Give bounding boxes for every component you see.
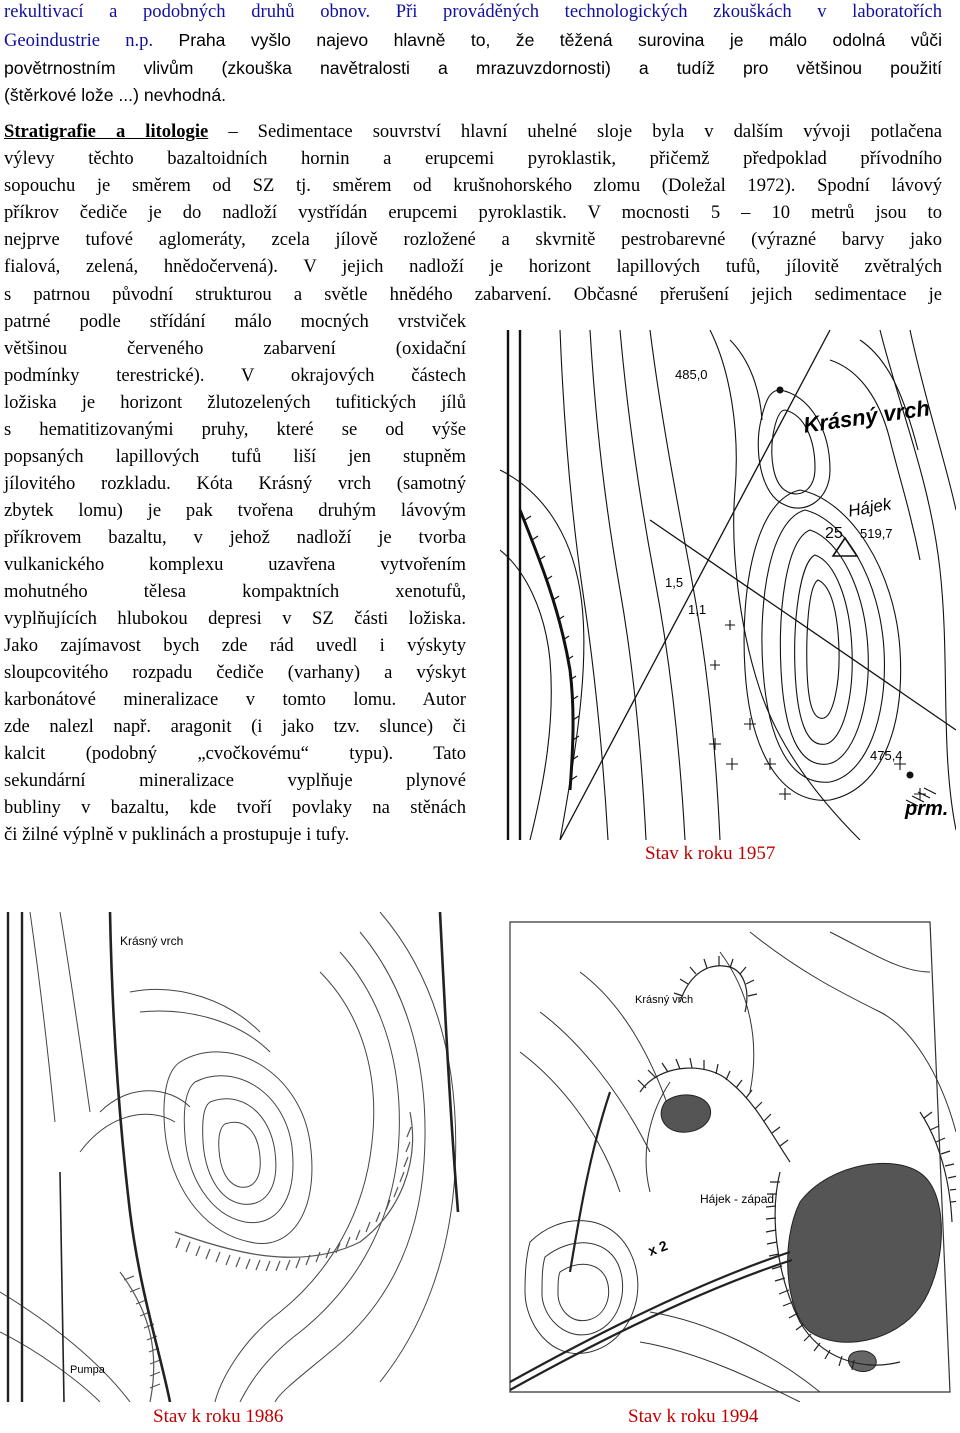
- map-1994-label-summit: Krásný vrch: [635, 994, 694, 1006]
- intro-line-3: povětrnostním vlivům (zkouška navětralosti a mrazuvzdornosti) a tudíž pro většinou použití: [4, 58, 942, 78]
- caption-1957: Stav k roku 1957: [645, 843, 776, 864]
- map-1994: [500, 912, 956, 1402]
- narrow-line-13: Jako zajímavost bych zde rád uvedl i výskyty: [4, 635, 466, 656]
- map-1957-label-hajek: Hájek: [846, 494, 893, 521]
- narrow-line-11: mohutného tělesa kompaktních xenotufů,: [4, 581, 466, 602]
- narrow-line-16: zde nalezl např. aragonit (i jako tzv. slunce) či: [4, 716, 466, 737]
- narrow-line-12: vyplňujících hlubokou depresi v SZ části ložiska.: [4, 608, 466, 629]
- intro-line-1: [4, 0, 942, 24]
- narrow-line-3: podmínky terestrické). V okrajových částech: [4, 365, 466, 386]
- narrow-line-19: bubliny v bazaltu, kde tvoří povlaky na stěnách: [4, 797, 466, 818]
- narrow-line-1: patrné podle střídání málo mocných vrstviček: [4, 311, 466, 332]
- map-1994-pond-large: [788, 1163, 942, 1371]
- caption-1994: Stav k roku 1994: [628, 1406, 759, 1427]
- map-1957-label-11: 1,1: [688, 602, 707, 617]
- map-1994-label-x2: x 2: [645, 1237, 670, 1259]
- intro-line-4: (štěrkové lože ...) nevhodná.: [4, 85, 226, 105]
- narrow-line-20: či žilné výplně v puklinách a prostupuje i tufy.: [4, 824, 350, 845]
- section-line-1: [4, 120, 942, 144]
- map-1994-pond-small: [661, 1095, 710, 1132]
- map-1986-quarry-hatching: [120, 1112, 413, 1402]
- caption-1986: Stav k roku 1986: [153, 1406, 284, 1427]
- intro-line-2: [4, 28, 942, 53]
- map-1957-label-485: 485,0: [675, 367, 708, 382]
- map-1957-label-25: 25: [825, 525, 843, 542]
- map-1957-summit-marker: [777, 387, 913, 778]
- map-1986-contours: [0, 912, 456, 1402]
- map-1994-label-hajek: Hájek - západ: [700, 1192, 775, 1206]
- narrow-line-18: sekundární mineralizace vyplňuje plynové: [4, 770, 466, 791]
- map-1986-label-summit: Krásný vrch: [120, 934, 184, 948]
- section-line-6: fialová, zelená, hnědočervená). V jejich nadloží je horizont lapillových tufů, jílovitě zvětralých: [4, 256, 942, 277]
- narrow-line-6: popsaných lapillových tufů liší jen stupněm: [4, 446, 466, 467]
- map-1957-label-prm: prm.: [905, 798, 949, 820]
- section-heading: Stratigrafie a litologie: [4, 121, 209, 142]
- section-line-1-text: – Sedimentace souvrství hlavní uhelné sloje byla v dalším vývoji potlačena: [208, 121, 942, 142]
- narrow-line-15: karbonátové mineralizace v tomto lomu. Autor: [4, 689, 466, 710]
- narrow-line-17: kalcit (podobný „cvočkovému“ typu). Tato: [4, 743, 466, 764]
- narrow-line-7: jílovitého rozkladu. Kóta Krásný vrch (samotný: [4, 473, 466, 494]
- section-line-3: sopouchu je směrem od SZ tj. směrem od krušnohorského zlomu (Doležal 1972). Spodní lávový: [4, 175, 942, 196]
- intro-line-1-text: rekultivací a podobných druhů obnov. Při prováděných technologických zkouškách v laboratořích: [4, 1, 942, 22]
- narrow-line-4: ložiska je horizont žlutozelených tufitických jílů: [4, 392, 466, 413]
- map-1957-roads: [508, 330, 520, 840]
- section-line-2: výlevy těchto bazaltoidních hornin a erupcemi pyroklastik, přičemž předpoklad přívodního: [4, 148, 942, 169]
- map-1986-label-pump: Pumpa: [70, 1364, 105, 1376]
- intro-line-2-text: Praha vyšlo najevo hlavně to, že těžená surovina je málo odolná vůči: [153, 30, 943, 50]
- map-1986-roads: [8, 912, 22, 1402]
- map-1957-label-summit: Krásný vrch: [801, 395, 932, 438]
- map-1986: [0, 912, 472, 1402]
- section-line-5: nejprve tufové aglomeráty, zcela jílově rozložené a skvrnitě pestrobarevné (výrazné barvy jako: [4, 229, 942, 250]
- narrow-line-8: zbytek lomu) je pak tvořena druhým lávovým: [4, 500, 466, 521]
- narrow-line-14: sloupcovitého rozpadu čediče (varhany) a výskyt: [4, 662, 466, 683]
- map-1957-label-475: 475,4: [870, 748, 903, 763]
- section-line-4: příkrov čediče je do nadloží vystřídán erupcemi pyroklastik. V mocnosti 5 – 10 metrů jsou to: [4, 202, 942, 223]
- map-1957-label-15: 1,5: [665, 575, 684, 590]
- section-line-7: s patrnou původní strukturou a světle hnědého zabarvení. Občasné přerušení jejich sedimentace je: [4, 284, 942, 305]
- intro-line-2-org: Geoindustrie n.p.: [4, 30, 154, 51]
- narrow-line-9: příkrovem bazaltu, v jehož nadloží je tvorba: [4, 527, 466, 548]
- narrow-line-10: vulkanického komplexu uzavřena vytvořením: [4, 554, 466, 575]
- map-1957: [500, 330, 956, 840]
- map-1986-railway: [60, 912, 458, 1402]
- map-1957-trees: [709, 620, 926, 800]
- narrow-line-2: většinou červeného zabarvení (oxidační: [4, 338, 466, 359]
- map-1957-label-519: 519,7: [860, 526, 893, 541]
- narrow-line-5: s hematitizovanými pruhy, které se od výše: [4, 419, 466, 440]
